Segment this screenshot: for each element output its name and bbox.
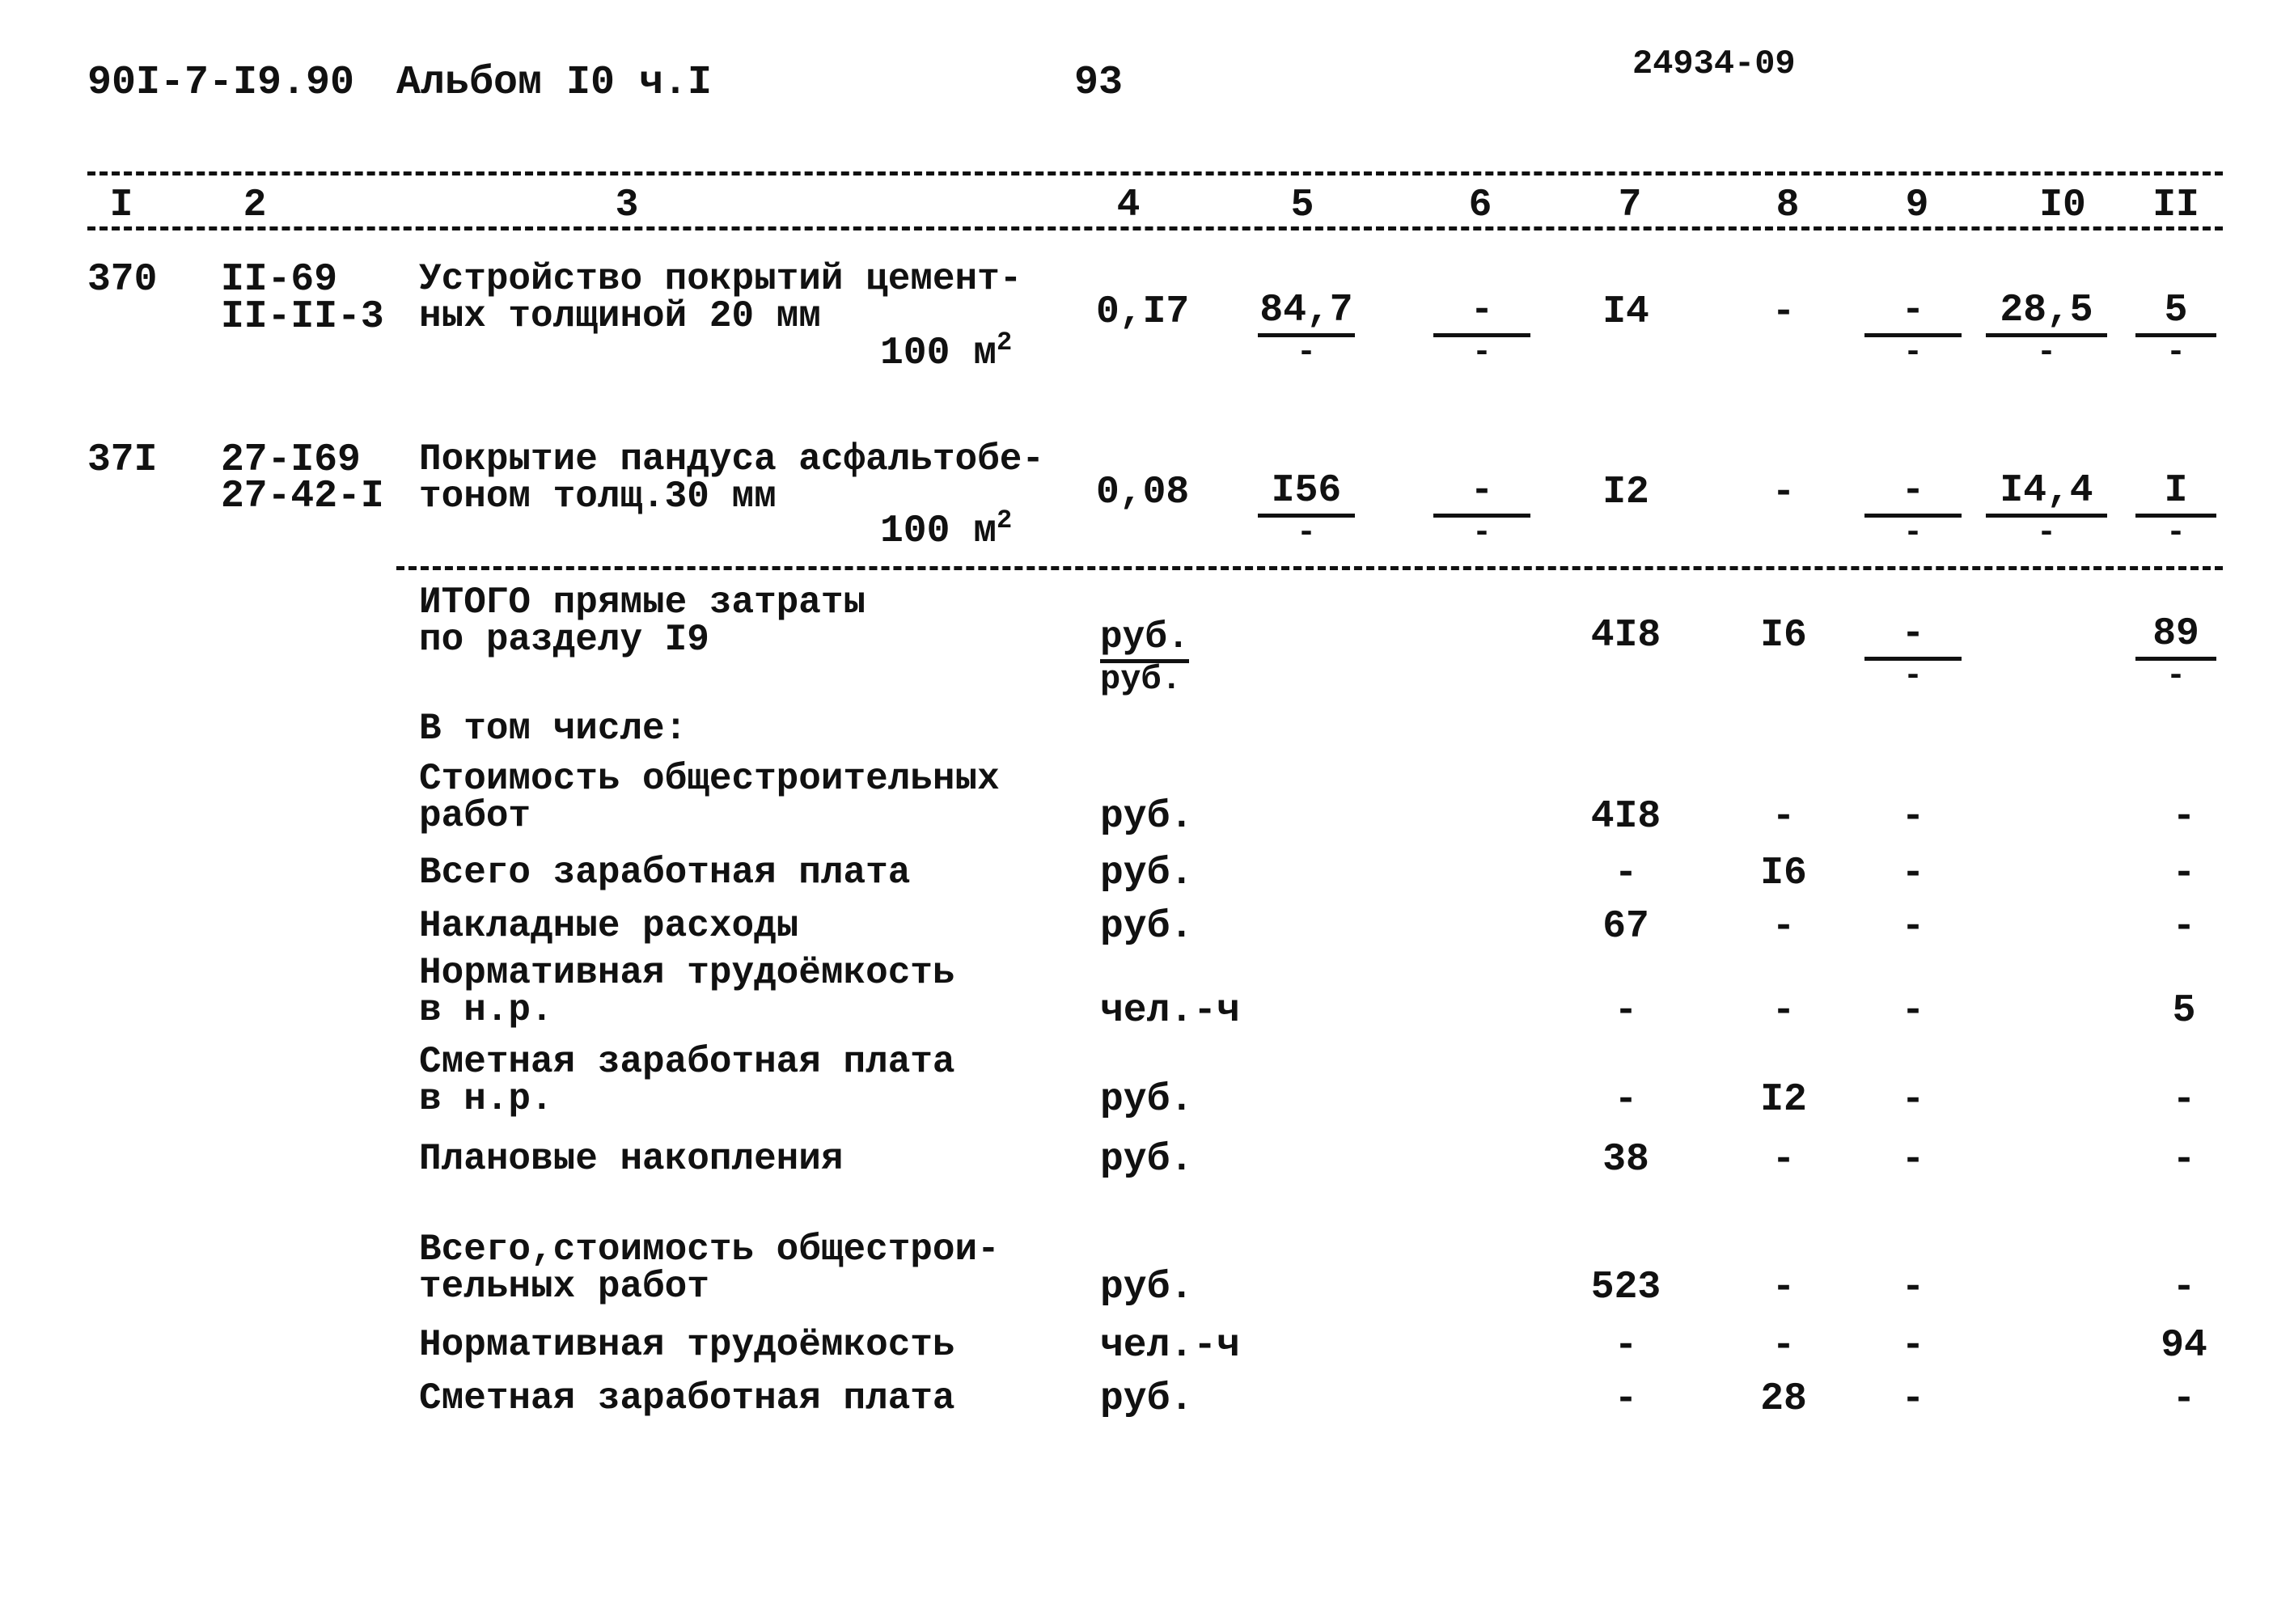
- summary-row-col9: -: [1901, 1266, 1925, 1309]
- summary-row-col7: -: [1614, 1324, 1638, 1368]
- row-370-quantity: 0,I7: [1096, 290, 1190, 334]
- row-370-unit: 100 $м^2$: [880, 328, 1013, 375]
- row-371-unit: 100 $м^2$: [880, 505, 1013, 553]
- summary-row-col7: -: [1614, 852, 1638, 895]
- summary-row-label: Плановые накопления: [419, 1138, 844, 1180]
- row-371-col11: I -: [2135, 472, 2216, 548]
- row-371-col8: -: [1771, 471, 1796, 514]
- row-371-col5: I56 -: [1258, 472, 1355, 548]
- column-header-6: 6: [1468, 184, 1492, 227]
- page-number: 93: [1074, 60, 1124, 106]
- in-total-label: В том числе:: [419, 708, 688, 750]
- summary-row-col11: -: [2172, 1078, 2196, 1122]
- summary-row-col7: 67: [1602, 905, 1649, 949]
- row-371-description: Покрытие пандуса асфальтобе- тоном толщ.30 мм: [419, 438, 1044, 518]
- summary-row-col7: -: [1614, 1078, 1638, 1122]
- summary-row-unit: руб.: [1100, 1377, 1194, 1421]
- column-header-7: 7: [1618, 184, 1642, 227]
- summary-row-unit: чел.-ч: [1100, 989, 1240, 1033]
- totals-rule: [396, 566, 2223, 570]
- row-370-col8: -: [1771, 290, 1796, 334]
- summary-row-col9: -: [1901, 1138, 1925, 1182]
- row-370-code1: II-69: [221, 258, 338, 302]
- column-header-10: I0: [2039, 184, 2086, 227]
- total-col11: 89 -: [2135, 615, 2216, 691]
- summary-row-col8: 28: [1760, 1377, 1807, 1421]
- summary-row-col8: -: [1771, 1266, 1796, 1309]
- summary-row-col9: -: [1901, 1078, 1925, 1122]
- column-header-2: 2: [243, 184, 267, 227]
- summary-row-label: Нормативная трудоёмкость в н.р.: [419, 952, 955, 1031]
- row-371-col6: - -: [1433, 472, 1530, 548]
- row-370-col10: 28,5 -: [1986, 291, 2107, 368]
- summary-row-label: Стоимость общестроительных работ: [419, 758, 1000, 837]
- total-label: ИТОГО прямые затраты по разделу I9: [419, 582, 866, 661]
- column-header-1: I: [109, 184, 133, 227]
- summary-row-unit: руб.: [1100, 905, 1194, 949]
- summary-row-unit: руб.: [1100, 1138, 1194, 1182]
- row-371-col10: I4,4 -: [1986, 472, 2107, 548]
- row-371-col9: - -: [1864, 472, 1962, 548]
- column-header-9: 9: [1905, 184, 1929, 227]
- row-370-col11: 5 -: [2135, 291, 2216, 368]
- row-370-col6: - -: [1433, 291, 1530, 368]
- column-header-4: 4: [1116, 184, 1141, 227]
- row-370-col9: - -: [1864, 291, 1962, 368]
- table-top-rule: [87, 171, 2223, 176]
- summary-row-col11: -: [2172, 852, 2196, 895]
- summary-row-col11: -: [2172, 905, 2196, 949]
- summary-row-label: Нормативная трудоёмкость: [419, 1324, 955, 1366]
- summary-row-col8: -: [1771, 989, 1796, 1033]
- summary-row-col9: -: [1901, 852, 1925, 895]
- row-371-code1: 27-I69: [221, 438, 361, 482]
- row-370-col5: 84,7 -: [1258, 291, 1355, 368]
- summary-row-col7: 4I8: [1590, 795, 1661, 839]
- summary-row-col8: I2: [1760, 1078, 1807, 1122]
- column-header-5: 5: [1290, 184, 1314, 227]
- summary-row-label: Накладные расходы: [419, 905, 799, 947]
- summary-row-label: Сметная заработная плата: [419, 1377, 955, 1419]
- summary-row-col8: I6: [1760, 852, 1807, 895]
- summary-row-col9: -: [1901, 1324, 1925, 1368]
- row-371-code2: 27-42-I: [221, 475, 384, 518]
- summary-row-col8: -: [1771, 795, 1796, 839]
- doc-code: 90I-7-I9.90: [87, 60, 355, 106]
- summary-row-col8: -: [1771, 1138, 1796, 1182]
- summary-row-unit: чел.-ч: [1100, 1324, 1240, 1368]
- summary-row-col8: -: [1771, 1324, 1796, 1368]
- summary-row-col9: -: [1901, 1377, 1925, 1421]
- row-370-number: 370: [87, 258, 158, 302]
- summary-row-col7: 38: [1602, 1138, 1649, 1182]
- archive-stamp: 24934-09: [1632, 44, 1796, 83]
- total-col9: - -: [1864, 615, 1962, 691]
- total-unit: руб. руб.: [1100, 616, 1190, 699]
- row-371-number: 37I: [87, 438, 158, 482]
- summary-row-col11: -: [2172, 1138, 2196, 1182]
- header-bottom-rule: [87, 226, 2223, 230]
- row-371-quantity: 0,08: [1096, 471, 1190, 514]
- total-col8: I6: [1760, 614, 1807, 658]
- summary-row-col7: -: [1614, 989, 1638, 1033]
- column-header-8: 8: [1776, 184, 1800, 227]
- summary-row-col11: -: [2172, 795, 2196, 839]
- album-label: Альбом I0 ч.I: [396, 60, 713, 106]
- summary-row-unit: руб.: [1100, 795, 1194, 839]
- row-370-code2: II-II-3: [221, 295, 384, 339]
- summary-row-col9: -: [1901, 795, 1925, 839]
- summary-row-col11: -: [2172, 1377, 2196, 1421]
- summary-row-col8: -: [1771, 905, 1796, 949]
- total-col7: 4I8: [1590, 614, 1661, 658]
- row-370-description: Устройство покрытий цемент- ных толщиной 20 мм: [419, 258, 1022, 337]
- row-371-col7: I2: [1602, 471, 1649, 514]
- summary-row-col7: 523: [1590, 1266, 1661, 1309]
- summary-row-col9: -: [1901, 905, 1925, 949]
- summary-row-unit: руб.: [1100, 1266, 1194, 1309]
- summary-row-label: Всего заработная плата: [419, 852, 911, 894]
- row-370-col7: I4: [1602, 290, 1649, 334]
- summary-row-unit: руб.: [1100, 1078, 1194, 1122]
- summary-row-label: Всего,стоимость общестрои- тельных работ: [419, 1229, 1000, 1308]
- summary-row-col9: -: [1901, 989, 1925, 1033]
- summary-row-col11: 5: [2172, 989, 2196, 1033]
- summary-row-label: Сметная заработная плата в н.р.: [419, 1041, 955, 1120]
- summary-row-col11: 94: [2161, 1324, 2207, 1368]
- column-header-3: 3: [615, 184, 639, 227]
- summary-row-col11: -: [2172, 1266, 2196, 1309]
- column-header-11: II: [2152, 184, 2199, 227]
- summary-row-col7: -: [1614, 1377, 1638, 1421]
- summary-row-unit: руб.: [1100, 852, 1194, 895]
